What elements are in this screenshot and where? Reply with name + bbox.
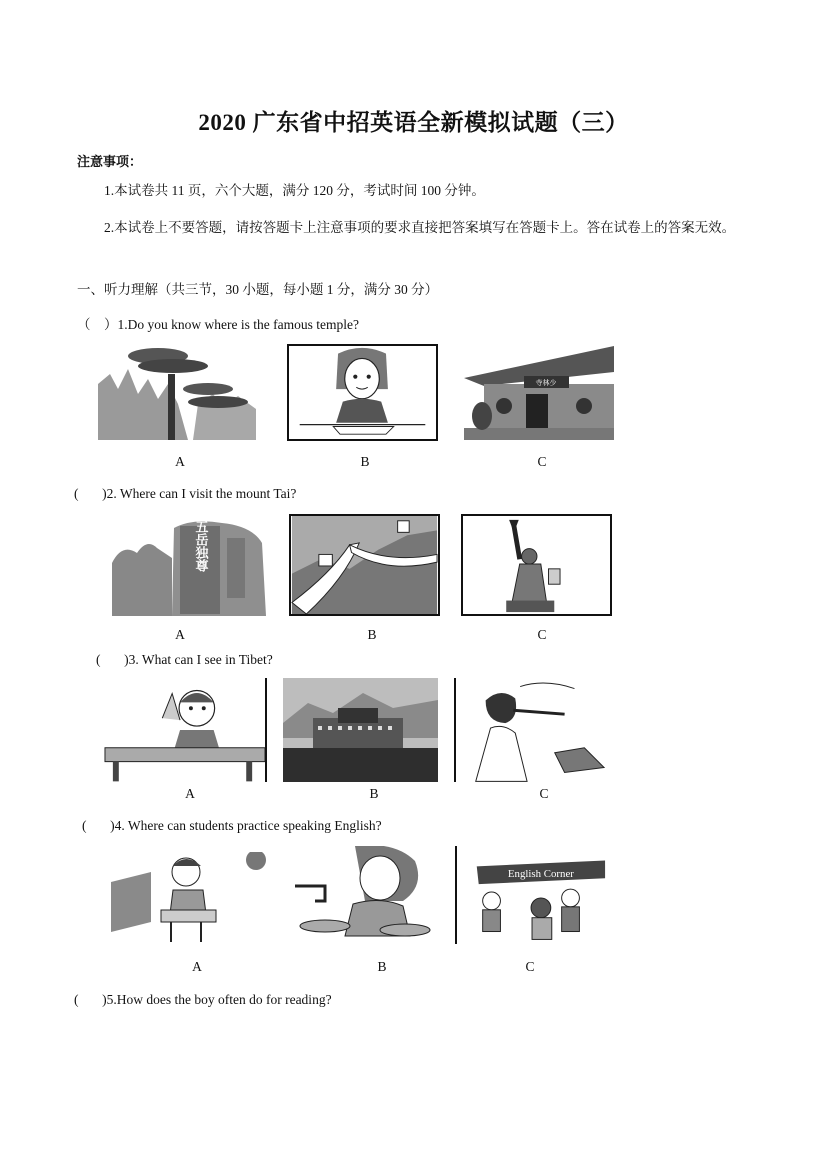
q3-picture-a (103, 678, 267, 782)
q2-picture-b (289, 514, 440, 616)
q2-option-a: A (175, 627, 185, 642)
q4-option-c: C (525, 959, 535, 974)
q3-option-b: B (369, 786, 379, 801)
q3-option-a: A (185, 786, 195, 801)
rock-inscription-text: 五岳独尊 (192, 520, 208, 572)
question-1: （ ）1.Do you know where is the famous temple? (77, 317, 359, 332)
q3-picture-c (454, 678, 610, 782)
notice-item-2: 2.本试卷上不要答题，请按答题卡上注意事项的要求直接把答案填写在答题卡上。答在试卷上的答案无效。 (104, 220, 736, 235)
q1-option-b: B (360, 454, 370, 469)
notice-item-1: 1.本试卷共 11 页，六个大题，满分 120 分，考试时间 100 分钟。 (104, 183, 485, 198)
q4-option-a: A (192, 959, 202, 974)
q2-option-b: B (367, 627, 377, 642)
washing-hands-illustration (285, 846, 439, 944)
q4-picture-c (455, 846, 611, 944)
q4-option-b: B (377, 959, 387, 974)
english-corner-banner-text: English Corner (507, 868, 574, 881)
q2-picture-a (112, 518, 266, 616)
boy-crying-illustration (103, 678, 265, 782)
girl-on-bench-illustration (111, 852, 269, 944)
q1-picture-c (464, 346, 614, 440)
temple-sign-text: 寺林少 (535, 379, 557, 387)
question-4: ( )4. Where can students practice speaking English? (82, 818, 382, 833)
q4-picture-b (285, 846, 439, 944)
great-wall-illustration (291, 516, 438, 614)
singer-illustration (456, 678, 610, 782)
pine-mountain-illustration (98, 344, 256, 440)
page-title: 2020 广东省中招英语全新模拟试题（三） (198, 110, 629, 135)
section-heading: 一、听力理解（共三节，30 小题，每小题 1 分，满分 30 分） (77, 282, 439, 297)
q1-option-a: A (175, 454, 185, 469)
statue-of-liberty-illustration (463, 516, 610, 614)
notice-heading: 注意事项： (77, 154, 143, 169)
question-5: ( )5.How does the boy often do for reading? (74, 992, 332, 1007)
q4-picture-a (111, 852, 269, 944)
potala-palace-photo (283, 678, 438, 782)
rock-inscription-illustration (112, 518, 266, 616)
question-3: ( )3. What can I see in Tibet? (96, 652, 273, 667)
question-2: ( )2. Where can I visit the mount Tai? (74, 486, 297, 501)
q3-picture-b (283, 678, 438, 782)
q1-option-c: C (537, 454, 547, 469)
english-corner-illustration (457, 846, 611, 944)
q2-picture-c (461, 514, 612, 616)
q2-option-c: C (537, 627, 547, 642)
q3-option-c: C (539, 786, 549, 801)
q1-picture-b (287, 344, 438, 441)
temple-illustration (464, 346, 614, 440)
girl-writing-illustration (289, 346, 436, 439)
q1-picture-a (98, 344, 256, 440)
